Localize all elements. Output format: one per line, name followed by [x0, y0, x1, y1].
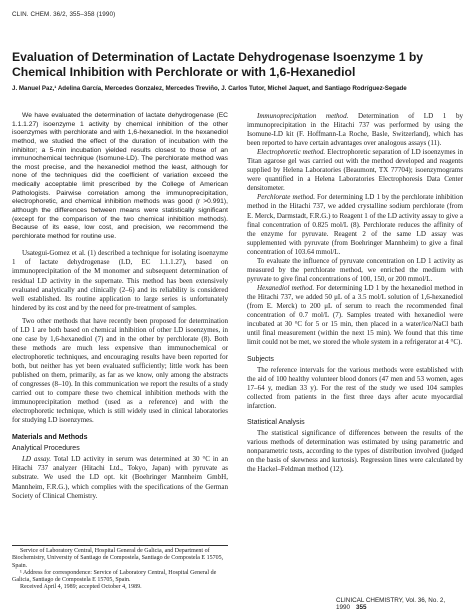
- materials-heading: Materials and Methods: [12, 434, 88, 442]
- intro-paragraph-2: Two other methods that have recently been proposed for determination of LD 1 are both based on chemical inhibition of other LD isoenzymes, in one case by 1,6-hexanediol (7) and in the other by perchlorate (8). Both these methods are much less expensive than immunochemical or electrophoretic techniques, and encouraging results have been reported for both, but neither has yet been evaluated sufficiently; little work has been published on them, primarily, as far as we know, only among the abstracts of congresses (8–10). In this communication we report the results of a study carried out to compare these two chemical inhibition methods with the immunoprecipitation method (used as a reference) and with the electrophoretic technique, which is still widely used in clinical laboratories for studying LD isoenzymes.: [12, 316, 228, 425]
- author-list: J. Manuel Paz,¹ Adelina García, Mercedes Gonzalez, Mercedes Treviño, J. Carlos Tutor, Michel Jaquet, and Santiago Rodríguez-Segade: [12, 85, 407, 92]
- electrophoretic-label: Electrophoretic method.: [257, 148, 326, 157]
- immunoprecipitation-text: Determination of LD 1 by immunoprecipitation in the Hitachi 737 was performed by using the Isomune-LD kit (F. Hoffmann-La Roche, Basle, Switzerland), which has been reported to have certain advantages over analogous assays (11).: [247, 112, 463, 148]
- electrophoretic-text: Electrophoretic separation of LD isoenzymes in Titan agarose gel was carried out with the method developed and reagents supplied by Helena Laboratories (Beaumont, TX 77704); isoenzymograms were quantified in a Helena Laboratories Electrophoresis Data Center densitometer.: [247, 148, 463, 193]
- left-column: [12, 112, 228, 501]
- footnotes: [12, 545, 228, 592]
- right-column: [247, 112, 463, 474]
- received-footnote: Received April 4, 1989; accepted October 4, 1989.: [20, 584, 142, 591]
- intro-paragraph-1: Usategui-Gomez et al. (1) described a technique for isolating isoenzyme 1 of lactate dehydrogenase (LD, EC 1.1.1.27), based on immunoprecipitation of the M monomer and subsequent determination of residual LD activity in the supernate. This method has been extensively evaluated analytically and clinically (2–6) and its reliability is considered well established. Its routine application to large series is unfortunately hindered by its cost and by the need for pre-treatment of samples.: [12, 249, 228, 312]
- ld-assay-label: LD assay.: [22, 455, 51, 464]
- abstract: We have evaluated the determination of lactate dehydrogenase (EC 1.1.1.27) isoenzyme 1 activity by chemical inhibition of the other isoenzymes with perchlorate and with 1,6-hexanediol. In the hexanediol method, we studied the effect of the duration of incubation with the inhibitor; a 5-min incubation yielded results closest to those of an immunochemical technique (Isomune-LD). The perchlorate method was the most precise, and the hexanediol method the least, although for none of the techniques did the coefficient of variation exceed the medically acceptable limit prescribed by the College of American Pathologists. Pairwise correlation among the immunoprecipitation, electrophoretic, and chemical inhibition methods was good (r >0.991), although the differences between means were statistically significant (except for the comparison of the two chemical inhibition methods). Because of its ease, low cost, and precision, we recommend the perchlorate method for routine use.: [12, 112, 228, 240]
- perchlorate-continued-paragraph: To evaluate the influence of pyruvate concentration on LD 1 activity as measured by the perchlorate method, we enriched the medium with pyruvate to give final concentrations of 100, 150, or 200 mmol/L.: [247, 256, 463, 283]
- perchlorate-text: For determining LD 1 by the perchlorate inhibition method in the Hitachi 737, we added crystalline sodium perchlorate (from E. Merck, Darmstadt, F.R.G.) to Reagent 1 of the LD activity assay to give a final concentration of 0.825 mol/L (8). Perchlorate reduces the affinity of the enzyme for pyruvate. Reagent 2 of the same LD assay was supplemented with pyruvate (from Boehringer Mannheim) to give a final concentration of 103.64 mmol/L.: [247, 193, 463, 256]
- hexanediol-text: For determining LD 1 by the hexanediol method in the Hitachi 737, we added 50 μL of a 3.5 mol/L solution of 1,6-hexanediol (from E. Merck) to 200 μL of serum to reach the recommended final concentration of 0.7 mol/L (7). Samples treated with hexanediol were incubated at 30 °C for 5 or 15 min, then placed in a water/ice/NaCl bath until final measurement (within the next 15 min). We found that this time limit could not be met, we stored the whole system in a refrigerator at 4 °C).: [247, 283, 463, 347]
- article-title: Evaluation of Determination of Lactate Dehydrogenase Isoenzyme 1 by Chemical Inhibition with Perchlorate or with 1,6-Hexanediol: [12, 50, 424, 79]
- page-number: 355: [356, 604, 367, 611]
- immunoprecipitation-paragraph: [247, 112, 463, 148]
- affiliation-footnote: Service of Laboratory Central, Hospital General de Galicia, and Department of Biochemistry, University of Santiago de Compostela, Santiago de Compostela E 15705, Spain.: [12, 548, 224, 569]
- hexanediol-paragraph: [247, 284, 463, 347]
- subjects-heading: Subjects: [247, 356, 274, 364]
- electrophoretic-paragraph: [247, 148, 463, 193]
- ld-assay-text: Total LD activity in serum was determined at 30 °C in an Hitachi 737 analyzer (Hitachi Ltd., Tokyo, Japan) with pyruvate as substrate. We used the LD opt. kit (Boehringer Mannheim GmbH, Mannheim, F.R.G.), which complies with the specifications of the German Society of Clinical Chemistry.: [12, 455, 228, 500]
- correspondence-footnote: ¹ Address for correspondence: Service of Laboratory Central, Hospital General de Galicia, Santiago de Compostela E 15705, Spain.: [12, 569, 217, 584]
- ld-assay-paragraph: [12, 455, 228, 500]
- journal-footer-name: CLINICAL CHEMISTRY, Vol. 36, No. 2, 1990: [336, 597, 446, 611]
- perchlorate-paragraph: [247, 193, 463, 256]
- analytical-procedures-heading: Analytical Procedures: [12, 445, 80, 453]
- journal-footer: [336, 597, 474, 611]
- statistical-analysis-heading: Statistical Analysis: [247, 418, 305, 426]
- immunoprecipitation-label: Immunoprecipitation method.: [257, 112, 349, 120]
- statistical-analysis-paragraph: The statistical significance of differences between the results of the various methods of determination was estimated by using parametric and nonparametric tests, according to the types of distribution involved (judged on the basis of skewness and kurtosis). Regression lines were calculated by the Hackel–Feldman method (12).: [247, 428, 463, 473]
- perchlorate-label: Perchlorate method.: [257, 193, 315, 202]
- subjects-paragraph: The reference intervals for the various methods were established with the aid of 100 healthy volunteer blood donors (47 men and 53 women, ages 17–64 y, median 33 y). For the rest of the study we used 104 samples collected from patients in the first three days after acute myocardial infarction.: [247, 366, 463, 411]
- hexanediol-label: Hexanediol method.: [257, 283, 315, 292]
- journal-citation: CLIN. CHEM. 36/2, 355–358 (1990): [12, 11, 116, 18]
